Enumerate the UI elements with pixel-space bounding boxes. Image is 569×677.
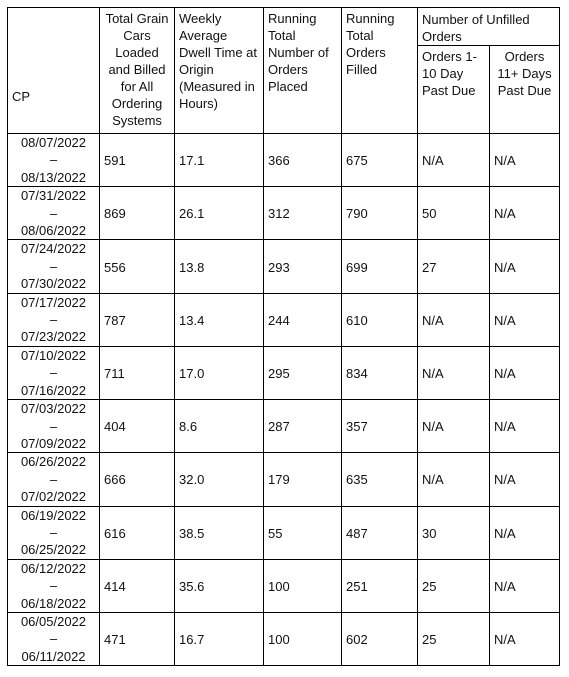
cp-date-separator: – [49,258,58,274]
dwell-time-cell: 26.1 [175,187,264,240]
cp-date-separator: – [49,578,58,594]
cp-date-separator: – [49,418,58,434]
cp-start-date: 06/05/2022 [20,613,87,629]
grain-car-orders-table [7,7,560,666]
cars-loaded-cell: 869 [100,187,175,240]
cars-loaded-cell: 666 [100,453,175,506]
cp-start-date: 07/03/2022 [20,401,87,417]
orders-placed-cell: 293 [264,240,342,293]
cars-loaded-cell: 616 [100,506,175,559]
unfilled-1-10-cell: 27 [418,240,490,293]
header-unfilled-1-10: Orders 1-10 Day Past Due [418,46,490,134]
dwell-time-cell: 38.5 [175,506,264,559]
unfilled-11-plus-cell: N/A [490,612,560,665]
cp-start-date: 07/31/2022 [20,188,87,204]
cp-date-range [8,559,100,612]
cp-date-separator: – [49,205,58,221]
orders-filled-cell: 635 [342,453,418,506]
unfilled-1-10-cell: N/A [418,293,490,346]
unfilled-1-10-cell: 30 [418,506,490,559]
orders-placed-cell: 312 [264,187,342,240]
dwell-time-cell: 17.0 [175,346,264,399]
cp-start-date: 06/26/2022 [20,454,87,470]
table-container [7,7,560,666]
cars-loaded-cell: 556 [100,240,175,293]
orders-filled-cell: 610 [342,293,418,346]
cars-loaded-cell: 414 [100,559,175,612]
orders-filled-cell: 251 [342,559,418,612]
unfilled-1-10-cell: 25 [418,612,490,665]
orders-filled-cell: 834 [342,346,418,399]
table-row [8,453,560,506]
orders-placed-cell: 244 [264,293,342,346]
header-orders-filled: Running Total Orders Filled [342,8,418,134]
orders-placed-cell: 287 [264,400,342,453]
table-row [8,134,560,187]
unfilled-1-10-cell: N/A [418,134,490,187]
unfilled-1-10-cell: 50 [418,187,490,240]
unfilled-1-10-cell: 25 [418,559,490,612]
table-row [8,346,560,399]
dwell-time-cell: 17.1 [175,134,264,187]
unfilled-11-plus-cell: N/A [490,293,560,346]
cp-date-separator: – [49,471,58,487]
cp-end-date: 07/23/2022 [20,329,87,345]
cp-date-range [8,400,100,453]
cp-date-range [8,612,100,665]
orders-filled-cell: 357 [342,400,418,453]
cp-date-range [8,506,100,559]
dwell-time-cell: 16.7 [175,612,264,665]
unfilled-11-plus-cell: N/A [490,240,560,293]
cp-date-range [8,346,100,399]
orders-placed-cell: 366 [264,134,342,187]
unfilled-11-plus-cell: N/A [490,400,560,453]
cp-date-range [8,293,100,346]
orders-placed-cell: 100 [264,612,342,665]
table-row [8,293,560,346]
unfilled-11-plus-cell: N/A [490,346,560,399]
table-body [8,134,560,666]
unfilled-1-10-cell: N/A [418,400,490,453]
cars-loaded-cell: 787 [100,293,175,346]
cp-start-date: 08/07/2022 [20,135,87,150]
unfilled-1-10-cell: N/A [418,453,490,506]
orders-placed-cell: 295 [264,346,342,399]
dwell-time-cell: 8.6 [175,400,264,453]
cp-start-date: 06/12/2022 [20,560,87,576]
header-unfilled-11-plus: Orders 11+ Days Past Due [490,46,560,134]
cp-date-separator: – [49,365,58,381]
cp-end-date: 07/16/2022 [20,382,87,398]
orders-placed-cell: 55 [264,506,342,559]
header-cars-loaded: Total Grain Cars Loaded and Billed for All Ordering Systems [100,8,175,134]
header-dwell-time: Weekly Average Dwell Time at Origin (Measured in Hours) [175,8,264,134]
cars-loaded-cell: 591 [100,134,175,187]
dwell-time-cell: 32.0 [175,453,264,506]
cp-date-separator: – [49,312,58,328]
cp-end-date: 08/06/2022 [20,223,87,239]
cp-end-date: 08/13/2022 [20,169,87,185]
header-cp: CP [8,8,100,134]
orders-placed-cell: 100 [264,559,342,612]
cp-start-date: 07/10/2022 [20,347,87,363]
table-row [8,400,560,453]
orders-filled-cell: 487 [342,506,418,559]
cp-end-date: 07/09/2022 [20,435,87,451]
cp-end-date: 06/25/2022 [20,542,87,558]
table-row [8,506,560,559]
unfilled-11-plus-cell: N/A [490,453,560,506]
orders-filled-cell: 790 [342,187,418,240]
dwell-time-cell: 13.4 [175,293,264,346]
cp-start-date: 06/19/2022 [20,507,87,523]
header-unfilled-orders: Number of Unfilled Orders [418,8,560,46]
unfilled-11-plus-cell: N/A [490,134,560,187]
table-row [8,559,560,612]
dwell-time-cell: 35.6 [175,559,264,612]
unfilled-11-plus-cell: N/A [490,559,560,612]
unfilled-1-10-cell: N/A [418,346,490,399]
cp-date-range [8,187,100,240]
cp-end-date: 07/30/2022 [20,276,87,292]
cp-end-date: 06/11/2022 [21,648,86,664]
cp-start-date: 07/17/2022 [20,294,87,310]
orders-placed-cell: 179 [264,453,342,506]
table-row [8,612,560,665]
cp-date-range [8,240,100,293]
header-orders-placed: Running Total Number of Orders Placed [264,8,342,134]
orders-filled-cell: 602 [342,612,418,665]
cars-loaded-cell: 404 [100,400,175,453]
dwell-time-cell: 13.8 [175,240,264,293]
cp-end-date: 06/18/2022 [20,595,87,611]
table-header [8,8,560,134]
unfilled-11-plus-cell: N/A [490,187,560,240]
cp-date-range [8,134,100,187]
table-row [8,187,560,240]
orders-filled-cell: 675 [342,134,418,187]
cp-end-date: 07/02/2022 [20,489,87,505]
cp-date-separator: – [49,524,58,540]
cp-start-date: 07/24/2022 [20,241,87,257]
cp-date-separator: – [49,152,58,168]
table-row [8,240,560,293]
cp-date-separator: – [49,631,58,647]
orders-filled-cell: 699 [342,240,418,293]
cars-loaded-cell: 471 [100,612,175,665]
unfilled-11-plus-cell: N/A [490,506,560,559]
cp-date-range [8,453,100,506]
cars-loaded-cell: 711 [100,346,175,399]
